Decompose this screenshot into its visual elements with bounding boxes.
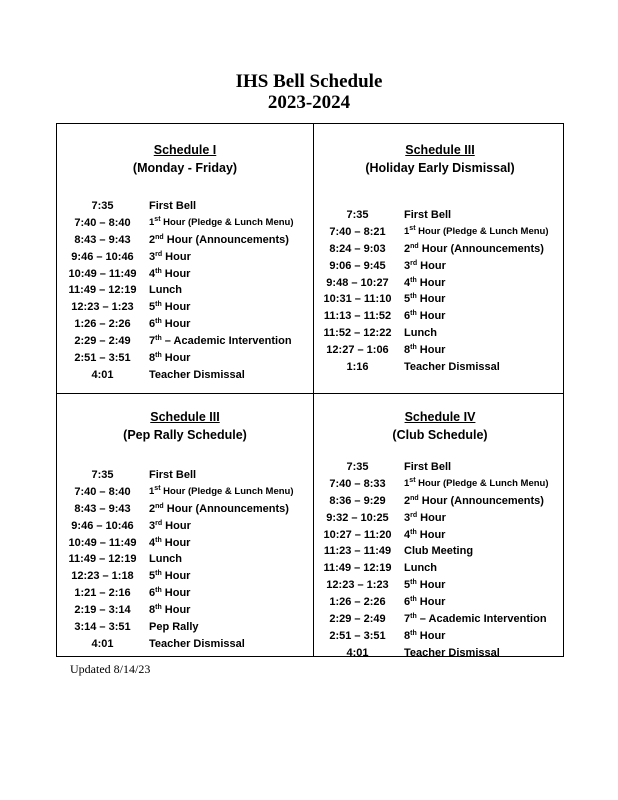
period-label-text: 1 [149, 485, 155, 497]
period-label-text: 1 [404, 225, 410, 237]
schedule-row [315, 510, 565, 527]
schedule-row [60, 215, 310, 232]
period-label [149, 299, 190, 316]
grid-divider-vertical [313, 124, 314, 656]
schedule-row [315, 493, 565, 510]
period-label [149, 316, 190, 333]
period-label [404, 527, 445, 544]
schedule-row [60, 501, 310, 518]
schedule-row [60, 636, 310, 653]
period-label-text: 2 [149, 233, 156, 246]
period-label-text: 8 [149, 604, 156, 617]
ordinal-suffix: th [155, 587, 162, 595]
schedule-rows [315, 459, 565, 662]
period-label-text: 4 [149, 536, 156, 549]
period-label-text: First Bell [404, 461, 452, 473]
ordinal-suffix: nd [155, 233, 164, 241]
period-time: 7:40 – 8:40 [74, 485, 131, 498]
period-label [404, 493, 544, 510]
period-label-text: 2 [404, 494, 411, 507]
period-label-text: 6 [404, 596, 411, 609]
schedule-row [315, 224, 565, 241]
schedule-row [315, 241, 565, 258]
period-label-rest: Hour [161, 536, 191, 549]
schedule-subtitle: (Monday - Friday) [132, 161, 238, 175]
period-label-text: 3 [149, 519, 156, 532]
period-label [149, 535, 190, 552]
period-label-rest: Hour (Announcements) [418, 242, 544, 255]
period-label-text: Lunch [404, 327, 437, 340]
period-label-text: Teacher Dismissal [404, 646, 500, 659]
schedule-row [60, 333, 310, 350]
period-time: 8:36 – 9:29 [329, 494, 386, 507]
period-label [149, 198, 196, 215]
schedule-name: Schedule IV [404, 410, 476, 424]
period-label-rest: Hour [416, 596, 446, 609]
period-time: 12:27 – 1:06 [326, 344, 389, 357]
period-label [149, 518, 191, 535]
period-time: 8:43 – 9:43 [74, 233, 131, 246]
period-label-rest: Hour (Announcements) [418, 494, 544, 507]
schedule-row [315, 611, 565, 628]
period-time: 7:35 [346, 461, 369, 473]
period-label-rest: Hour [416, 629, 446, 642]
period-label-rest: Hour [161, 587, 191, 600]
period-label-text: 2 [149, 502, 156, 515]
period-label-rest: Hour (Announcements) [163, 233, 289, 246]
period-label [404, 325, 437, 342]
schedule-row [315, 308, 565, 325]
schedule-row [315, 325, 565, 342]
period-label [404, 359, 500, 376]
period-label [149, 467, 196, 484]
schedule-row [315, 577, 565, 594]
period-label-text: First Bell [404, 209, 452, 221]
period-label-text: 6 [149, 318, 156, 331]
ordinal-suffix: th [410, 310, 417, 318]
period-label-text: 6 [404, 310, 411, 323]
schedule-row [60, 602, 310, 619]
period-label [149, 282, 182, 299]
period-label [149, 232, 289, 249]
period-time: 4:01 [346, 646, 369, 659]
period-label [149, 551, 182, 568]
period-label [404, 224, 549, 241]
period-time: 4:01 [91, 637, 114, 650]
schedule-row [60, 535, 310, 552]
period-label-text: First Bell [149, 200, 197, 212]
schedule-rows [60, 467, 310, 653]
ordinal-suffix: th [155, 604, 162, 612]
schedule-row [60, 232, 310, 249]
period-label [404, 510, 446, 527]
period-label-text: 4 [149, 267, 156, 280]
period-label-text: First Bell [149, 469, 197, 481]
schedule-subtitle: (Pep Rally Schedule) [123, 428, 247, 442]
period-time: 7:40 – 8:21 [329, 225, 386, 238]
period-label-rest: Hour [416, 293, 446, 306]
period-label-text: Teacher Dismissal [404, 361, 500, 374]
period-time: 2:29 – 2:49 [329, 613, 386, 626]
period-label [404, 594, 445, 611]
schedule-row [60, 518, 310, 535]
period-time: 9:32 – 10:25 [326, 511, 389, 524]
period-label [404, 291, 445, 308]
period-label-text: Teacher Dismissal [149, 368, 245, 381]
period-label-rest: Hour [416, 276, 446, 289]
ordinal-suffix: th [410, 596, 417, 604]
period-time: 7:35 [91, 200, 114, 212]
ordinal-suffix: st [409, 224, 416, 232]
ordinal-suffix: th [155, 536, 162, 544]
period-time: 11:49 – 12:19 [68, 553, 137, 566]
ordinal-suffix: th [410, 613, 417, 621]
ordinal-suffix: th [410, 579, 417, 587]
ordinal-suffix: nd [155, 502, 164, 510]
period-time: 2:29 – 2:49 [74, 335, 131, 348]
period-label [149, 501, 289, 518]
period-label-rest: Hour (Pledge & Lunch Menu) [160, 485, 294, 497]
period-time: 2:51 – 3:51 [74, 352, 131, 365]
ordinal-suffix: rd [155, 250, 163, 258]
period-time: 8:43 – 9:43 [74, 502, 131, 515]
ordinal-suffix: th [410, 276, 417, 284]
ordinal-suffix: nd [410, 494, 419, 502]
period-label-text: Pep Rally [149, 621, 199, 634]
period-label [404, 207, 451, 224]
period-time: 2:19 – 3:14 [74, 604, 131, 617]
period-label [404, 476, 549, 493]
period-time: 7:35 [346, 209, 369, 221]
ordinal-suffix: rd [155, 519, 163, 527]
period-label-text: 3 [404, 511, 411, 524]
period-time: 12:23 – 1:18 [71, 570, 134, 583]
ordinal-suffix: th [410, 528, 417, 536]
schedule-row [60, 619, 310, 636]
schedule-name: Schedule III [150, 410, 220, 424]
period-label-rest: Hour [161, 301, 191, 314]
schedule-rows [60, 198, 310, 384]
ordinal-suffix: nd [410, 242, 419, 250]
period-label-rest: Hour (Pledge & Lunch Menu) [415, 477, 549, 489]
schedule-row [315, 476, 565, 493]
schedule-row [60, 367, 310, 384]
period-label [149, 636, 245, 653]
period-label [404, 241, 544, 258]
period-label [404, 560, 437, 577]
period-label-text: Teacher Dismissal [149, 637, 245, 650]
period-time: 8:24 – 9:03 [329, 242, 386, 255]
period-label-text: 7 [404, 613, 411, 626]
period-label-rest: Hour [161, 352, 191, 365]
schedule-row [60, 350, 310, 367]
period-label-rest: – Academic Intervention [416, 613, 547, 626]
schedule-row [60, 585, 310, 602]
ordinal-suffix: th [410, 344, 417, 352]
schedule-row [315, 543, 565, 560]
period-label-text: 5 [149, 570, 156, 583]
period-time: 11:49 – 12:19 [323, 562, 392, 575]
schedule-name: Schedule III [405, 143, 475, 157]
schedule-row [315, 560, 565, 577]
period-label [149, 568, 190, 585]
schedule-row [315, 594, 565, 611]
period-label [404, 577, 445, 594]
schedule-row [315, 291, 565, 308]
ordinal-suffix: th [155, 352, 162, 360]
ordinal-suffix: th [155, 267, 162, 275]
period-time: 1:16 [346, 361, 369, 374]
schedule-row [60, 282, 310, 299]
period-time: 10:27 – 11:20 [323, 528, 392, 541]
period-label-rest: – Academic Intervention [161, 335, 292, 348]
period-label-text: Lunch [149, 553, 182, 566]
period-time: 11:49 – 12:19 [68, 284, 137, 297]
period-label-rest: Hour [416, 310, 446, 323]
period-label-text: 5 [404, 293, 411, 306]
schedule-subtitle: (Club Schedule) [392, 428, 488, 442]
ordinal-suffix: th [410, 629, 417, 637]
school-year: 2023-2024 [267, 92, 351, 113]
schedule-row [315, 359, 565, 376]
period-label-text: 8 [404, 344, 411, 357]
ordinal-suffix: th [155, 301, 162, 309]
ordinal-suffix: rd [410, 511, 418, 519]
schedule-rows [315, 207, 565, 376]
schedule-row [60, 467, 310, 484]
period-label-text: Club Meeting [404, 545, 474, 558]
schedule-row [315, 258, 565, 275]
schedule-row [315, 527, 565, 544]
period-label-text: 1 [404, 477, 410, 489]
period-label [404, 459, 451, 476]
ordinal-suffix: th [155, 335, 162, 343]
period-label [404, 645, 500, 662]
period-label [149, 367, 245, 384]
period-label [149, 266, 190, 283]
period-time: 10:49 – 11:49 [68, 536, 137, 549]
period-label [404, 258, 446, 275]
period-label-rest: Hour [161, 267, 191, 280]
schedule-row [60, 568, 310, 585]
schedule-row [60, 551, 310, 568]
period-time: 1:26 – 2:26 [329, 596, 386, 609]
period-label-text: 4 [404, 528, 411, 541]
schedule-row [60, 484, 310, 501]
schedule-row [60, 266, 310, 283]
period-time: 10:31 – 11:10 [323, 293, 392, 306]
schedule-row [315, 628, 565, 645]
period-label-rest: Hour [417, 259, 446, 272]
schedule-grid [56, 123, 564, 657]
period-label-text: 3 [149, 250, 156, 263]
period-label-text: Lunch [404, 562, 437, 575]
updated-note: Updated 8/14/23 [70, 662, 151, 676]
period-time: 7:40 – 8:40 [74, 216, 131, 229]
schedule-row [315, 207, 565, 224]
period-label [149, 333, 292, 350]
period-time: 9:48 – 10:27 [326, 276, 389, 289]
schedule-row [60, 198, 310, 215]
period-label-rest: Hour [162, 250, 191, 263]
period-label-text: 7 [149, 335, 156, 348]
period-time: 1:21 – 2:16 [74, 587, 131, 600]
schedule-row [315, 645, 565, 662]
period-label [404, 543, 473, 560]
period-label-text: 2 [404, 242, 411, 255]
period-label-text: 4 [404, 276, 411, 289]
period-label-text: 1 [149, 216, 155, 228]
schedule-row [60, 249, 310, 266]
period-label-text: 5 [149, 301, 156, 314]
period-time: 9:46 – 10:46 [71, 519, 134, 532]
period-label [149, 350, 190, 367]
period-label-text: 8 [149, 352, 156, 365]
period-time: 12:23 – 1:23 [71, 301, 134, 314]
period-time: 11:13 – 11:52 [323, 310, 392, 323]
period-label [404, 342, 445, 359]
period-label-rest: Hour [162, 519, 191, 532]
period-time: 3:14 – 3:51 [74, 621, 131, 634]
schedule-header [60, 141, 310, 177]
period-time: 9:46 – 10:46 [71, 250, 134, 263]
period-label [404, 308, 445, 325]
period-label-rest: Hour [161, 318, 191, 331]
period-label-rest: Hour [416, 579, 446, 592]
page-title: IHS Bell Schedule [235, 71, 383, 92]
period-time: 4:01 [91, 368, 114, 381]
period-label [404, 611, 547, 628]
schedule-row [315, 459, 565, 476]
period-time: 1:26 – 2:26 [74, 318, 131, 331]
ordinal-suffix: th [410, 293, 417, 301]
schedule-subtitle: (Holiday Early Dismissal) [365, 161, 515, 175]
period-time: 7:40 – 8:33 [329, 477, 386, 490]
grid-divider-horizontal [57, 393, 563, 394]
period-label [149, 585, 190, 602]
schedule-name: Schedule I [153, 143, 217, 157]
ordinal-suffix: st [409, 476, 416, 484]
period-label-rest: Hour [161, 604, 191, 617]
schedule-row [60, 299, 310, 316]
period-label-rest: Hour [416, 528, 446, 541]
period-label-text: 5 [404, 579, 411, 592]
period-label-text: 3 [404, 259, 411, 272]
period-time: 9:06 – 9:45 [329, 259, 386, 272]
schedule-row [315, 275, 565, 292]
period-label-text: Lunch [149, 284, 182, 297]
period-label [149, 215, 294, 232]
period-label [149, 249, 191, 266]
schedule-header [60, 408, 310, 444]
schedule-row [60, 316, 310, 333]
schedule-row [315, 342, 565, 359]
period-label [404, 628, 445, 645]
period-label-text: 8 [404, 629, 411, 642]
ordinal-suffix: rd [410, 259, 418, 267]
period-label-text: 6 [149, 587, 156, 600]
period-time: 7:35 [91, 469, 114, 481]
period-time: 11:23 – 11:49 [323, 545, 392, 558]
schedule-header [315, 408, 565, 444]
period-label-rest: Hour (Pledge & Lunch Menu) [160, 216, 294, 228]
ordinal-suffix: st [154, 215, 161, 223]
period-time: 11:52 – 12:22 [323, 327, 392, 340]
ordinal-suffix: st [154, 484, 161, 492]
period-label [404, 275, 445, 292]
period-time: 12:23 – 1:23 [326, 579, 389, 592]
period-label [149, 484, 294, 501]
ordinal-suffix: th [155, 318, 162, 326]
period-label-rest: Hour [161, 570, 191, 583]
period-label [149, 619, 199, 636]
period-time: 2:51 – 3:51 [329, 629, 386, 642]
period-label-rest: Hour [417, 511, 446, 524]
schedule-header [315, 141, 565, 177]
period-label-rest: Hour [416, 344, 446, 357]
period-label-rest: Hour (Pledge & Lunch Menu) [415, 225, 549, 237]
period-label-rest: Hour (Announcements) [163, 502, 289, 515]
period-label [149, 602, 190, 619]
period-time: 10:49 – 11:49 [68, 267, 137, 280]
ordinal-suffix: th [155, 570, 162, 578]
